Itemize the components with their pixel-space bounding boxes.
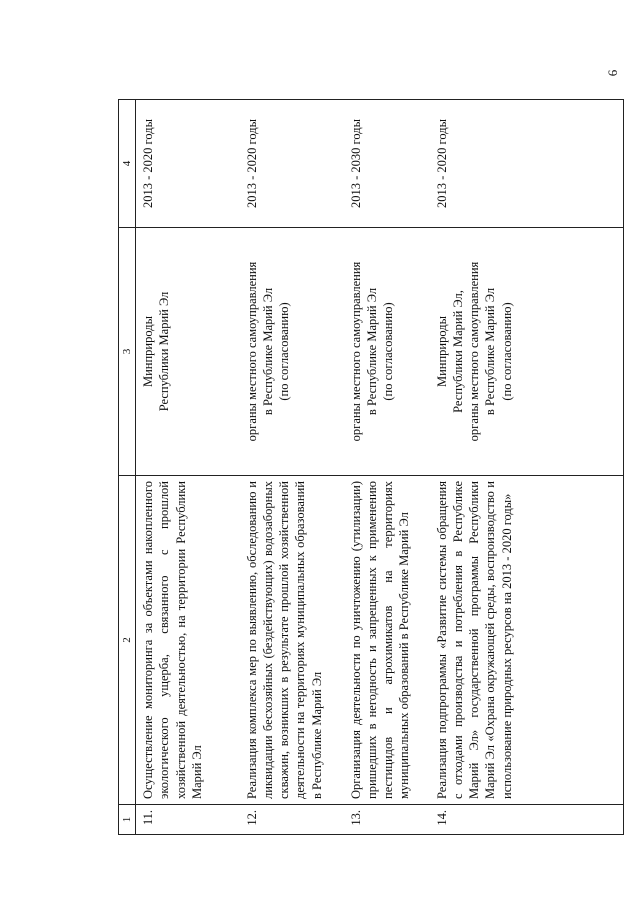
row-term: 2013 - 2020 годы — [136, 100, 240, 228]
executor-line: органы местного самоуправления — [348, 261, 363, 442]
row-description: Организация деятельности по уничтожению (утилизации) пришедших в негодность и запрещенных к применению пестицидов и агрохимикатов на территориях муниципальных образований в Республике Марий Эл — [344, 476, 430, 805]
measures-table-rotated — [118, 100, 624, 835]
table-row — [240, 100, 344, 835]
executor-line: органы местного самоуправления — [244, 261, 259, 442]
header-col-2: 2 — [119, 476, 136, 805]
header-col-3: 3 — [119, 228, 136, 476]
executor-line: в Республике Марий Эл — [483, 287, 498, 416]
page-number: 6 — [605, 69, 620, 77]
row-number: 11. — [136, 805, 240, 835]
executor-line: Минприроды — [141, 315, 155, 388]
row-number: 13. — [344, 805, 430, 835]
executor-line: в Республике Марий Эл — [260, 287, 275, 416]
row-executor — [240, 228, 344, 476]
row-executor — [430, 228, 624, 476]
header-row — [119, 100, 136, 835]
row-number: 14. — [430, 805, 624, 835]
executor-line: органы местного самоуправления — [467, 261, 481, 442]
executor-line: Республики Марий Эл — [157, 291, 172, 412]
table-row — [430, 100, 624, 835]
row-description: Осуществление мониторинга за объектами накопленного экологического ущерба, связанного с прошлой хозяйственной деятельностью, на территории Республики Марий Эл — [136, 476, 240, 805]
executor-line: Минприроды — [434, 315, 449, 388]
row-description: Реализация подпрограммы «Развитие системы обращения с отходами производства и потребления в Республике Марий Эл» государственной программы Республики Марий Эл «Охрана окружающей среды, воспроизводство и использование природных ресурсов на 2013 - 2020 годы» — [430, 476, 624, 805]
executor-line: (по согласованию) — [381, 302, 395, 401]
row-number: 12. — [240, 805, 344, 835]
header-col-4: 4 — [119, 100, 136, 228]
executor-line: (по согласованию) — [499, 302, 514, 401]
row-term: 2013 - 2030 годы — [344, 100, 430, 228]
table-row — [136, 100, 240, 835]
executor-line: (по согласованию) — [277, 302, 291, 401]
executor-line: в Республике Марий Эл — [364, 287, 379, 416]
row-term: 2013 - 2020 годы — [240, 100, 344, 228]
row-executor — [136, 228, 240, 476]
row-description: Реализация комплекса мер по выявлению, обследованию и ликвидации бесхозяйных (бездействующих) водозаборных скважин, возникших в результате прошлой хозяйственной деятельности на территориях муниципальных образований в Республике Марий Эл — [240, 476, 344, 805]
table-row — [344, 100, 430, 835]
row-executor — [344, 228, 430, 476]
row-term: 2013 - 2020 годы — [430, 100, 624, 228]
executor-line: Республики Марий Эл, — [450, 290, 465, 413]
header-col-1: 1 — [119, 805, 136, 835]
measures-table — [118, 99, 624, 835]
